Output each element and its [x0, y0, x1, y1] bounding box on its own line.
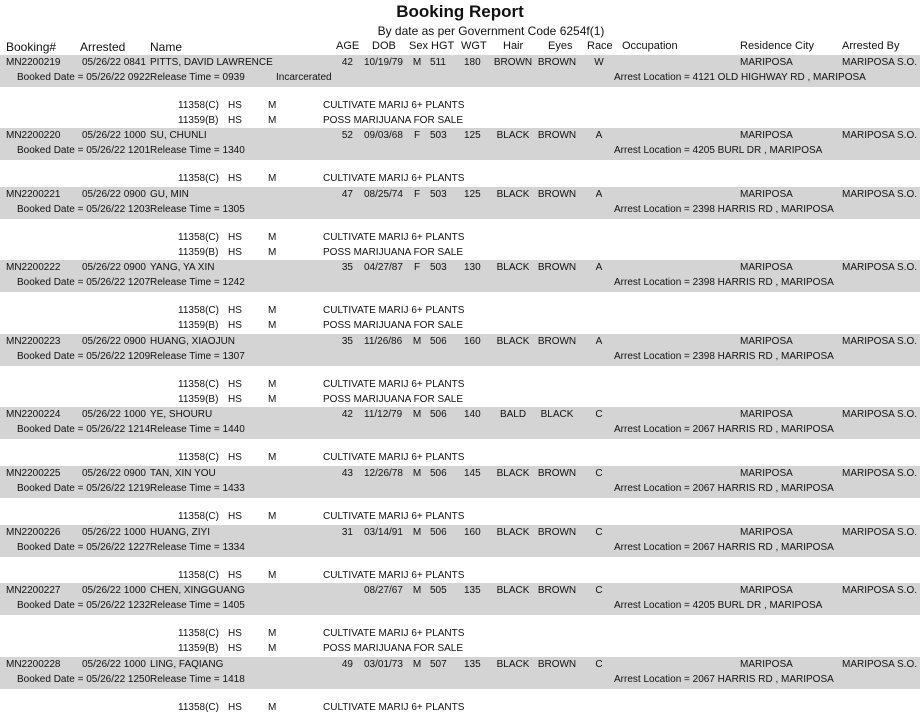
- charge-description: CULTIVATE MARIJ 6+ PLANTS: [323, 702, 465, 713]
- column-header-race: Race: [587, 40, 613, 52]
- arrest-location: Arrest Location = 2067 HARRIS RD , MARIPOSA: [614, 674, 834, 685]
- age: 35: [341, 336, 353, 347]
- arrested-by: MARIPOSA S.O.: [842, 57, 918, 68]
- column-header-residence-city: Residence City: [740, 40, 814, 52]
- age: 47: [341, 189, 353, 200]
- booking-record-row: [0, 466, 920, 498]
- charge-line: [0, 701, 920, 715]
- charge-line: [0, 319, 920, 333]
- dob: 10/19/79: [364, 57, 403, 68]
- arrestee-name: TAN, XIN YOU: [150, 468, 216, 479]
- column-header-hair: Hair: [503, 40, 524, 52]
- hair-color: BLACK: [496, 468, 530, 479]
- arrested-by: MARIPOSA S.O.: [842, 189, 918, 200]
- charge-level: M: [268, 702, 277, 713]
- hair-color: BLACK: [496, 585, 530, 596]
- booked-date: Booked Date = 05/26/22 1203: [17, 204, 151, 215]
- charge-line: [0, 451, 920, 465]
- arrested-time: 05/26/22 1000: [82, 585, 146, 596]
- arrest-location: Arrest Location = 2067 HARRIS RD , MARIPOSA: [614, 424, 834, 435]
- charge-level: M: [268, 319, 277, 331]
- height: 505: [430, 585, 447, 596]
- race: A: [595, 262, 603, 273]
- weight: 135: [464, 659, 481, 670]
- hair-color: BLACK: [496, 130, 530, 141]
- charge-level: M: [268, 379, 277, 390]
- booking-record-row: [0, 583, 920, 615]
- booked-date: Booked Date = 05/26/22 0922: [17, 72, 151, 83]
- race: A: [595, 336, 603, 347]
- column-header-occupation: Occupation: [622, 40, 678, 52]
- charge-type: HS: [228, 642, 242, 654]
- weight: 180: [464, 57, 481, 68]
- charge-level: M: [268, 570, 277, 581]
- release-time: Release Time = 1340: [150, 145, 245, 156]
- booking-number: MN2200221: [6, 189, 61, 200]
- arrested-time: 05/26/22 0900: [82, 189, 146, 200]
- race: W: [594, 57, 604, 68]
- charge-line: [0, 393, 920, 407]
- height: 506: [430, 336, 447, 347]
- booked-date: Booked Date = 05/26/22 1227: [17, 542, 151, 553]
- booked-date: Booked Date = 05/26/22 1214: [17, 424, 151, 435]
- booking-number: MN2200219: [6, 57, 61, 68]
- dob: 09/03/68: [364, 130, 403, 141]
- race: C: [595, 527, 603, 538]
- charge-line: [0, 246, 920, 260]
- booked-date: Booked Date = 05/26/22 1232: [17, 600, 151, 611]
- dob: 04/27/87: [364, 262, 403, 273]
- release-time: Release Time = 1307: [150, 351, 245, 362]
- eye-color: BROWN: [537, 189, 577, 200]
- booking-record-row: [0, 657, 920, 689]
- release-time: Release Time = 1433: [150, 483, 245, 494]
- charge-level: M: [268, 173, 277, 184]
- sex: M: [412, 409, 422, 420]
- arrestee-name: GU, MIN: [150, 189, 189, 200]
- arrest-location: Arrest Location = 2398 HARRIS RD , MARIPOSA: [614, 351, 834, 362]
- booking-number: MN2200227: [6, 585, 61, 596]
- charge-type: HS: [228, 570, 242, 581]
- arrested-by: MARIPOSA S.O.: [842, 262, 918, 273]
- booking-number: MN2200226: [6, 527, 61, 538]
- charge-code: 11359(B): [178, 246, 219, 258]
- hair-color: BLACK: [496, 659, 530, 670]
- custody-status: Incarcerated: [276, 72, 332, 83]
- booking-number: MN2200224: [6, 409, 61, 420]
- charge-line: [0, 569, 920, 583]
- booking-number: MN2200228: [6, 659, 61, 670]
- booked-date: Booked Date = 05/26/22 1219: [17, 483, 151, 494]
- column-header-age: AGE: [336, 40, 360, 52]
- charge-description: CULTIVATE MARIJ 6+ PLANTS: [323, 100, 465, 111]
- booking-number: MN2200223: [6, 336, 61, 347]
- height: 506: [430, 468, 447, 479]
- booking-number: MN2200225: [6, 468, 61, 479]
- arrested-by: MARIPOSA S.O.: [842, 468, 918, 479]
- charge-code: 11359(B): [178, 393, 219, 405]
- charge-line: [0, 304, 920, 318]
- release-time: Release Time = 1242: [150, 277, 245, 288]
- dob: 03/01/73: [364, 659, 403, 670]
- arrestee-name: YE, SHOURU: [150, 409, 213, 420]
- charge-type: HS: [228, 232, 242, 243]
- charge-level: M: [268, 305, 277, 316]
- residence-city: MARIPOSA: [740, 585, 793, 596]
- charge-description: CULTIVATE MARIJ 6+ PLANTS: [323, 511, 465, 522]
- booked-date: Booked Date = 05/26/22 1209: [17, 351, 151, 362]
- column-header-name: Name: [150, 40, 183, 54]
- charge-level: M: [268, 246, 277, 258]
- charge-level: M: [268, 452, 277, 463]
- dob: 08/27/67: [364, 585, 403, 596]
- column-header-wgt: WGT: [461, 40, 487, 52]
- charge-line: [0, 510, 920, 524]
- weight: 160: [464, 336, 481, 347]
- charge-code: 11358(C): [178, 305, 219, 316]
- sex: M: [412, 336, 422, 347]
- eye-color: BROWN: [537, 336, 577, 347]
- release-time: Release Time = 1405: [150, 600, 245, 611]
- sex: M: [412, 57, 422, 68]
- arrestee-name: HUANG, XIAOJUN: [150, 336, 236, 347]
- height: 503: [430, 262, 447, 273]
- arrestee-name: LING, FAQIANG: [150, 659, 224, 670]
- charge-type: HS: [228, 511, 242, 522]
- charge-type: HS: [228, 319, 242, 331]
- booking-record-row: [0, 407, 920, 439]
- arrested-time: 05/26/22 0841: [82, 57, 146, 68]
- charge-code: 11358(C): [178, 452, 219, 463]
- race: C: [595, 659, 603, 670]
- charge-code: 11358(C): [178, 570, 219, 581]
- weight: 125: [464, 130, 481, 141]
- charge-description: CULTIVATE MARIJ 6+ PLANTS: [323, 232, 465, 243]
- charge-line: [0, 378, 920, 392]
- arrest-location: Arrest Location = 2398 HARRIS RD , MARIPOSA: [614, 204, 834, 215]
- charge-code: 11359(B): [178, 114, 219, 126]
- dob: 11/26/86: [364, 336, 403, 347]
- column-header-booking: Booking#: [6, 40, 57, 54]
- booking-record-row: [0, 334, 920, 366]
- charge-type: HS: [228, 379, 242, 390]
- booked-date: Booked Date = 05/26/22 1250: [17, 674, 151, 685]
- weight: 130: [464, 262, 481, 273]
- dob: 12/26/78: [364, 468, 403, 479]
- height: 507: [430, 659, 447, 670]
- column-header-hgt: HGT: [431, 40, 455, 52]
- height: 503: [430, 130, 447, 141]
- hair-color: BLACK: [496, 262, 530, 273]
- eye-color: BROWN: [537, 585, 577, 596]
- residence-city: MARIPOSA: [740, 57, 793, 68]
- charge-level: M: [268, 393, 277, 405]
- charge-description: CULTIVATE MARIJ 6+ PLANTS: [323, 379, 465, 390]
- booked-date: Booked Date = 05/26/22 1207: [17, 277, 151, 288]
- charge-code: 11358(C): [178, 511, 219, 522]
- charge-description: CULTIVATE MARIJ 6+ PLANTS: [323, 570, 465, 581]
- age: 49: [341, 659, 353, 670]
- release-time: Release Time = 1305: [150, 204, 245, 215]
- eye-color: BROWN: [537, 468, 577, 479]
- arrestee-name: YANG, YA XIN: [150, 262, 215, 273]
- column-header-sex: Sex: [409, 40, 428, 52]
- column-header-arrested-by: Arrested By: [842, 40, 900, 52]
- eye-color: BROWN: [537, 659, 577, 670]
- charge-code: 11359(B): [178, 642, 219, 654]
- charge-code: 11358(C): [178, 702, 219, 713]
- residence-city: MARIPOSA: [740, 130, 793, 141]
- eye-color: BROWN: [537, 130, 577, 141]
- weight: 125: [464, 189, 481, 200]
- race: A: [595, 189, 603, 200]
- charge-level: M: [268, 642, 277, 654]
- sex: M: [412, 468, 422, 479]
- hair-color: BALD: [499, 409, 527, 420]
- charge-level: M: [268, 232, 277, 243]
- booking-record-row: [0, 128, 920, 160]
- booking-number: MN2200220: [6, 130, 61, 141]
- arrested-by: MARIPOSA S.O.: [842, 130, 918, 141]
- residence-city: MARIPOSA: [740, 262, 793, 273]
- sex: F: [413, 130, 421, 141]
- charge-code: 11358(C): [178, 628, 219, 639]
- arrested-by: MARIPOSA S.O.: [842, 527, 918, 538]
- booking-record-row: [0, 525, 920, 557]
- release-time: Release Time = 1440: [150, 424, 245, 435]
- hair-color: BROWN: [493, 57, 533, 68]
- age: 42: [341, 409, 353, 420]
- arrested-by: MARIPOSA S.O.: [842, 659, 918, 670]
- charge-type: HS: [228, 173, 242, 184]
- residence-city: MARIPOSA: [740, 336, 793, 347]
- arrested-by: MARIPOSA S.O.: [842, 409, 918, 420]
- release-time: Release Time = 0939: [150, 72, 245, 83]
- arrested-time: 05/26/22 1000: [82, 527, 146, 538]
- charge-type: HS: [228, 100, 242, 111]
- age: 35: [341, 262, 353, 273]
- arrested-time: 05/26/22 0900: [82, 336, 146, 347]
- charge-description: POSS MARIJUANA FOR SALE: [323, 114, 464, 126]
- residence-city: MARIPOSA: [740, 409, 793, 420]
- charge-line: [0, 642, 920, 656]
- eye-color: BROWN: [537, 527, 577, 538]
- residence-city: MARIPOSA: [740, 659, 793, 670]
- charge-level: M: [268, 100, 277, 111]
- charge-type: HS: [228, 305, 242, 316]
- sex: F: [413, 189, 421, 200]
- arrestee-name: HUANG, ZIYI: [150, 527, 211, 538]
- hair-color: BLACK: [496, 527, 530, 538]
- eye-color: BROWN: [537, 57, 577, 68]
- sex: M: [412, 527, 422, 538]
- report-subtitle: By date as per Government Code 6254f(1): [377, 24, 605, 38]
- charge-description: POSS MARIJUANA FOR SALE: [323, 246, 464, 258]
- column-header-dob: DOB: [372, 40, 396, 52]
- arrest-location: Arrest Location = 4205 BURL DR , MARIPOSA: [614, 600, 823, 611]
- charge-code: 11358(C): [178, 173, 219, 184]
- charge-type: HS: [228, 246, 242, 258]
- column-header-eyes: Eyes: [548, 40, 573, 52]
- arrest-location: Arrest Location = 2067 HARRIS RD , MARIPOSA: [614, 483, 834, 494]
- height: 503: [430, 189, 447, 200]
- arrested-by: MARIPOSA S.O.: [842, 336, 918, 347]
- charge-description: POSS MARIJUANA FOR SALE: [323, 642, 464, 654]
- arrested-time: 05/26/22 1000: [82, 659, 146, 670]
- eye-color: BROWN: [537, 262, 577, 273]
- arrestee-name: CHEN, XINGGUANG: [150, 585, 246, 596]
- charge-type: HS: [228, 702, 242, 713]
- arrest-location: Arrest Location = 4121 OLD HIGHWAY RD , MARIPOSA: [614, 72, 866, 83]
- weight: 145: [464, 468, 481, 479]
- arrest-location: Arrest Location = 4205 BURL DR , MARIPOSA: [614, 145, 823, 156]
- column-header-arrested: Arrested: [80, 40, 126, 54]
- charge-description: CULTIVATE MARIJ 6+ PLANTS: [323, 452, 465, 463]
- residence-city: MARIPOSA: [740, 189, 793, 200]
- age: 52: [341, 130, 353, 141]
- height: 506: [430, 527, 447, 538]
- booking-number: MN2200222: [6, 262, 61, 273]
- booking-record-row: [0, 55, 920, 87]
- charge-line: [0, 114, 920, 128]
- charge-level: M: [268, 511, 277, 522]
- charge-level: M: [268, 628, 277, 639]
- height: 511: [430, 57, 446, 68]
- report-title: Booking Report: [396, 2, 524, 21]
- sex: F: [413, 262, 421, 273]
- residence-city: MARIPOSA: [740, 468, 793, 479]
- booking-record-row: [0, 187, 920, 219]
- charge-code: 11359(B): [178, 319, 219, 331]
- arrested-time: 05/26/22 1000: [82, 130, 146, 141]
- charge-type: HS: [228, 452, 242, 463]
- charge-line: [0, 627, 920, 641]
- dob: 08/25/74: [364, 189, 403, 200]
- race: C: [595, 585, 603, 596]
- charge-code: 11358(C): [178, 379, 219, 390]
- charge-type: HS: [228, 628, 242, 639]
- charge-line: [0, 231, 920, 245]
- sex: M: [412, 659, 422, 670]
- age: 42: [341, 57, 353, 68]
- weight: 160: [464, 527, 481, 538]
- charge-description: CULTIVATE MARIJ 6+ PLANTS: [323, 305, 465, 316]
- hair-color: BLACK: [496, 336, 530, 347]
- arrestee-name: PITTS, DAVID LAWRENCE: [150, 57, 273, 68]
- charge-line: [0, 99, 920, 113]
- eye-color: BLACK: [540, 409, 574, 420]
- race: C: [595, 468, 603, 479]
- sex: M: [412, 585, 422, 596]
- height: 506: [430, 409, 447, 420]
- booked-date: Booked Date = 05/26/22 1201: [17, 145, 151, 156]
- race: A: [595, 130, 603, 141]
- booking-record-row: [0, 260, 920, 292]
- hair-color: BLACK: [496, 189, 530, 200]
- charge-description: CULTIVATE MARIJ 6+ PLANTS: [323, 173, 465, 184]
- charge-type: HS: [228, 393, 242, 405]
- charge-code: 11358(C): [178, 232, 219, 243]
- arrested-time: 05/26/22 0900: [82, 468, 146, 479]
- arrested-by: MARIPOSA S.O.: [842, 585, 918, 596]
- arrested-time: 05/26/22 1000: [82, 409, 146, 420]
- charge-code: 11358(C): [178, 100, 219, 111]
- weight: 140: [464, 409, 481, 420]
- charge-description: POSS MARIJUANA FOR SALE: [323, 319, 464, 331]
- arrested-time: 05/26/22 0900: [82, 262, 146, 273]
- arrest-location: Arrest Location = 2067 HARRIS RD , MARIPOSA: [614, 542, 834, 553]
- charge-level: M: [268, 114, 277, 126]
- weight: 135: [464, 585, 481, 596]
- arrest-location: Arrest Location = 2398 HARRIS RD , MARIPOSA: [614, 277, 834, 288]
- age: 31: [341, 527, 353, 538]
- release-time: Release Time = 1334: [150, 542, 245, 553]
- age: 43: [341, 468, 353, 479]
- charge-description: POSS MARIJUANA FOR SALE: [323, 393, 464, 405]
- release-time: Release Time = 1418: [150, 674, 245, 685]
- race: C: [595, 409, 603, 420]
- residence-city: MARIPOSA: [740, 527, 793, 538]
- charge-line: [0, 172, 920, 186]
- dob: 03/14/91: [364, 527, 403, 538]
- charge-type: HS: [228, 114, 242, 126]
- arrestee-name: SU, CHUNLI: [150, 130, 207, 141]
- charge-description: CULTIVATE MARIJ 6+ PLANTS: [323, 628, 465, 639]
- dob: 11/12/79: [364, 409, 403, 420]
